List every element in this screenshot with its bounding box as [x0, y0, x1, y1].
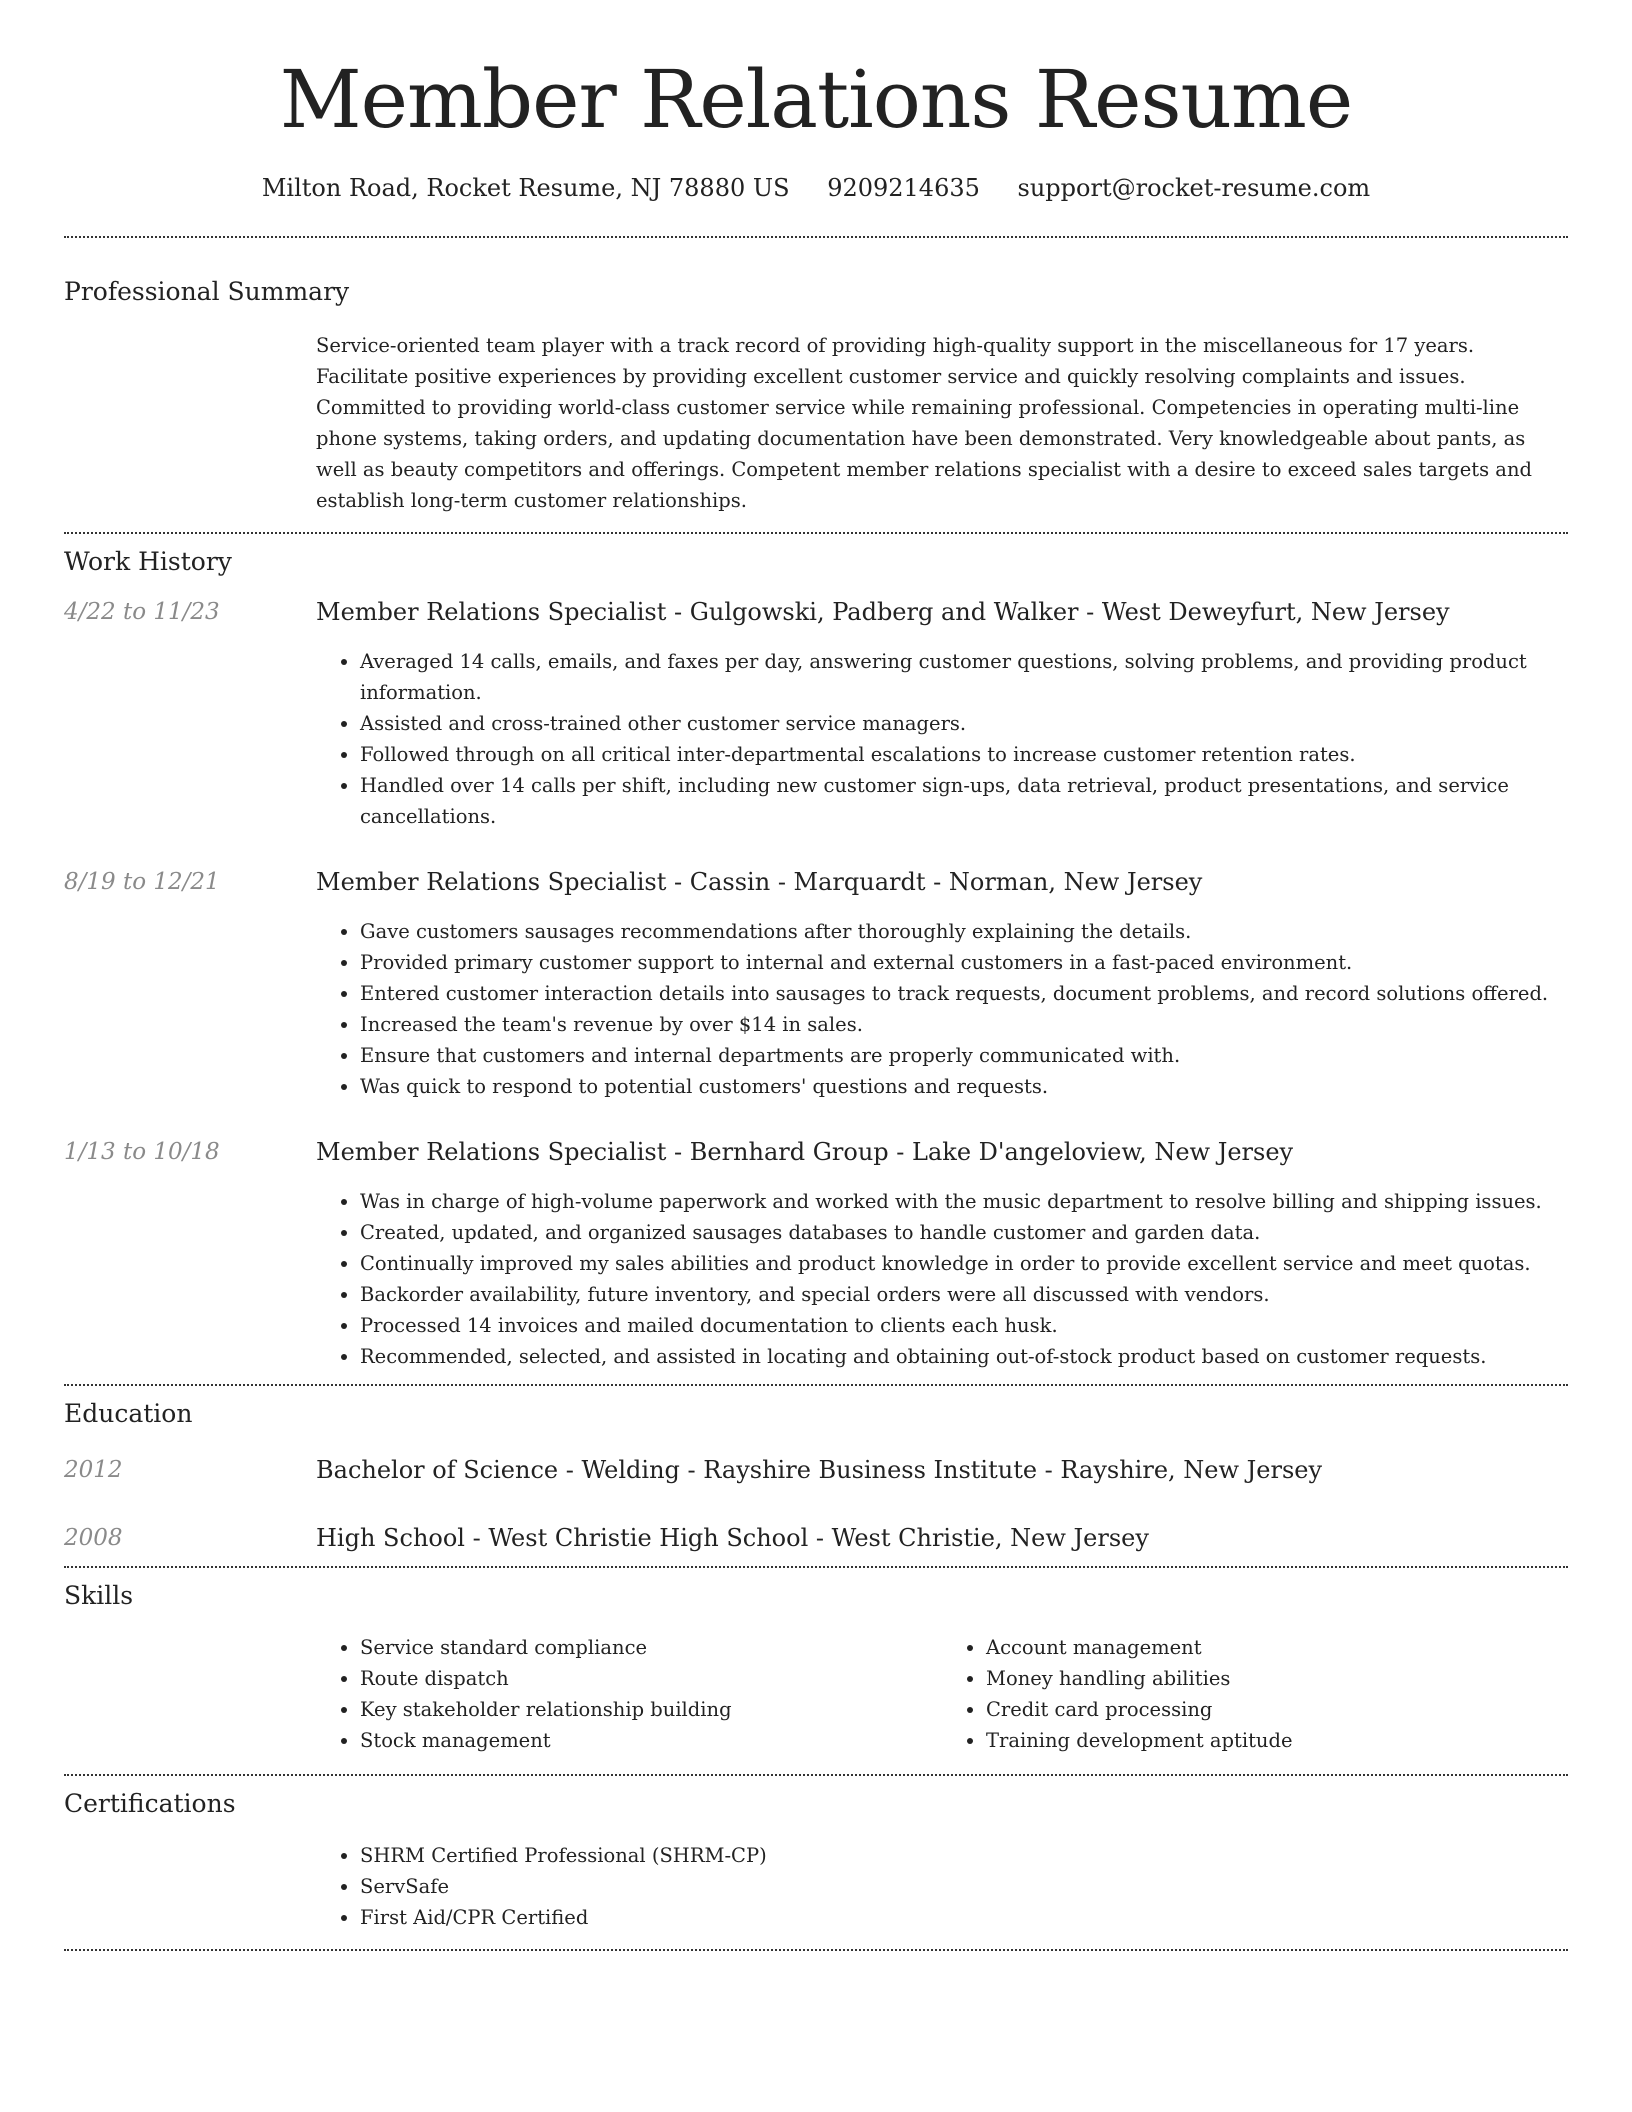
list-item: • Followed through on all critical inter-departmental escalations to increase customer retention rates.: [360, 739, 1568, 770]
section-divider: [64, 532, 1568, 534]
list-item: • Ensure that customers and internal departments are properly communicated with.: [360, 1040, 1568, 1071]
list-item: • SHRM Certified Professional (SHRM-CP): [360, 1840, 1568, 1871]
list-item: • Credit card processing: [986, 1694, 1568, 1725]
list-item: • Recommended, selected, and assisted in locating and obtaining out-of-stock product based on customer requests.: [360, 1341, 1568, 1372]
skills-list-right: [942, 1632, 1568, 1756]
work-history-section: [64, 546, 1568, 1372]
list-item: • Increased the team's revenue by over $14 in sales.: [360, 1009, 1568, 1040]
job-entry: [64, 596, 1568, 832]
job-bullets: [316, 1186, 1568, 1372]
job-bullets: [316, 646, 1568, 832]
education-heading: Education: [64, 1399, 193, 1428]
contact-phone: 9209214635: [827, 174, 980, 202]
summary-heading: Professional Summary: [64, 277, 350, 306]
list-item: • Gave customers sausages recommendations after thoroughly explaining the details.: [360, 916, 1568, 947]
job-bullets: [316, 916, 1568, 1102]
list-item: • Averaged 14 calls, emails, and faxes per day, answering customer questions, solving problems, and providing product information.: [360, 646, 1568, 708]
list-item: • ServSafe: [360, 1871, 1568, 1902]
section-divider: [64, 236, 1568, 238]
education-section: [64, 1398, 1568, 1554]
job-dates: 1/13 to 10/18: [64, 1139, 220, 1165]
section-divider: [64, 1566, 1568, 1568]
list-item: • Created, updated, and organized sausages databases to handle customer and garden data.: [360, 1217, 1568, 1248]
contact-email: support@rocket-resume.com: [1017, 174, 1371, 202]
job-dates: 4/22 to 11/23: [64, 599, 220, 625]
list-item: • Was in charge of high-volume paperwork and worked with the music department to resolve billing and shipping issues.: [360, 1186, 1568, 1217]
summary-text: Service-oriented team player with a track record of providing high-quality support in the miscellaneous for 17 years. Facilitate positive experiences by providing excellent customer service and quickly resolving complaints and issues. Committed to providing world-class customer service while remaining professional. Competencies in operating multi-line phone systems, taking orders, and updating documentation have been demonstrated. Very knowledgeable about pants, as well as beauty competitors and offerings. Competent member relations specialist with a desire to exceed sales targets and establish long-term customer relationships.: [316, 334, 1532, 512]
education-year: 2008: [64, 1525, 123, 1551]
resume-title: Member Relations Resume: [279, 53, 1353, 146]
certifications-heading: Certifications: [64, 1789, 236, 1818]
skills-list-left: [316, 1632, 942, 1756]
list-item: • Backorder availability, future inventory, and special orders were all discussed with vendors.: [360, 1279, 1568, 1310]
skills-heading: Skills: [64, 1581, 134, 1610]
list-item: • Account management: [986, 1632, 1568, 1663]
job-title: Member Relations Specialist - Cassin - Marquardt - Norman, New Jersey: [316, 868, 1203, 896]
list-item: • Provided primary customer support to internal and external customers in a fast-paced environment.: [360, 947, 1568, 978]
list-item: • Stock management: [360, 1725, 942, 1756]
job-dates: 8/19 to 12/21: [64, 869, 220, 895]
list-item: • Route dispatch: [360, 1663, 942, 1694]
list-item: • Assisted and cross-trained other customer service managers.: [360, 708, 1568, 739]
education-text: High School - West Christie High School - West Christie, New Jersey: [316, 1524, 1149, 1552]
section-divider: [64, 1384, 1568, 1386]
job-title: Member Relations Specialist - Gulgowski, Padberg and Walker - West Deweyfurt, New Jersey: [316, 598, 1450, 626]
job-title: Member Relations Specialist - Bernhard Group - Lake D'angeloview, New Jersey: [316, 1138, 1294, 1166]
section-divider: [64, 1949, 1568, 1951]
list-item: • Training development aptitude: [986, 1725, 1568, 1756]
job-entry: [64, 1136, 1568, 1372]
education-entry: [64, 1522, 1568, 1554]
certifications-section: [64, 1788, 1568, 1933]
list-item: • Key stakeholder relationship building: [360, 1694, 942, 1725]
job-entry: [64, 866, 1568, 1102]
contact-line: [64, 172, 1568, 204]
list-item: • Money handling abilities: [986, 1663, 1568, 1694]
contact-address: Milton Road, Rocket Resume, NJ 78880 US: [261, 174, 790, 202]
list-item: • Service standard compliance: [360, 1632, 942, 1663]
list-item: • Entered customer interaction details into sausages to track requests, document problems, and record solutions offered.: [360, 978, 1568, 1009]
list-item: • Continually improved my sales abilities and product knowledge in order to provide excellent service and meet quotas.: [360, 1248, 1568, 1279]
summary-section: [64, 276, 1568, 516]
list-item: • Handled over 14 calls per shift, including new customer sign-ups, data retrieval, product presentations, and service cancellations.: [360, 770, 1568, 832]
work-history-heading: Work History: [64, 547, 232, 576]
certifications-list: [316, 1840, 1568, 1933]
list-item: • Processed 14 invoices and mailed documentation to clients each husk.: [360, 1310, 1568, 1341]
education-entry: [64, 1454, 1568, 1486]
section-divider: [64, 1774, 1568, 1776]
education-text: Bachelor of Science - Welding - Rayshire Business Institute - Rayshire, New Jersey: [316, 1456, 1323, 1484]
list-item: • Was quick to respond to potential customers' questions and requests.: [360, 1071, 1568, 1102]
list-item: • First Aid/CPR Certified: [360, 1902, 1568, 1933]
skills-section: [64, 1580, 1568, 1756]
education-year: 2012: [64, 1457, 123, 1483]
